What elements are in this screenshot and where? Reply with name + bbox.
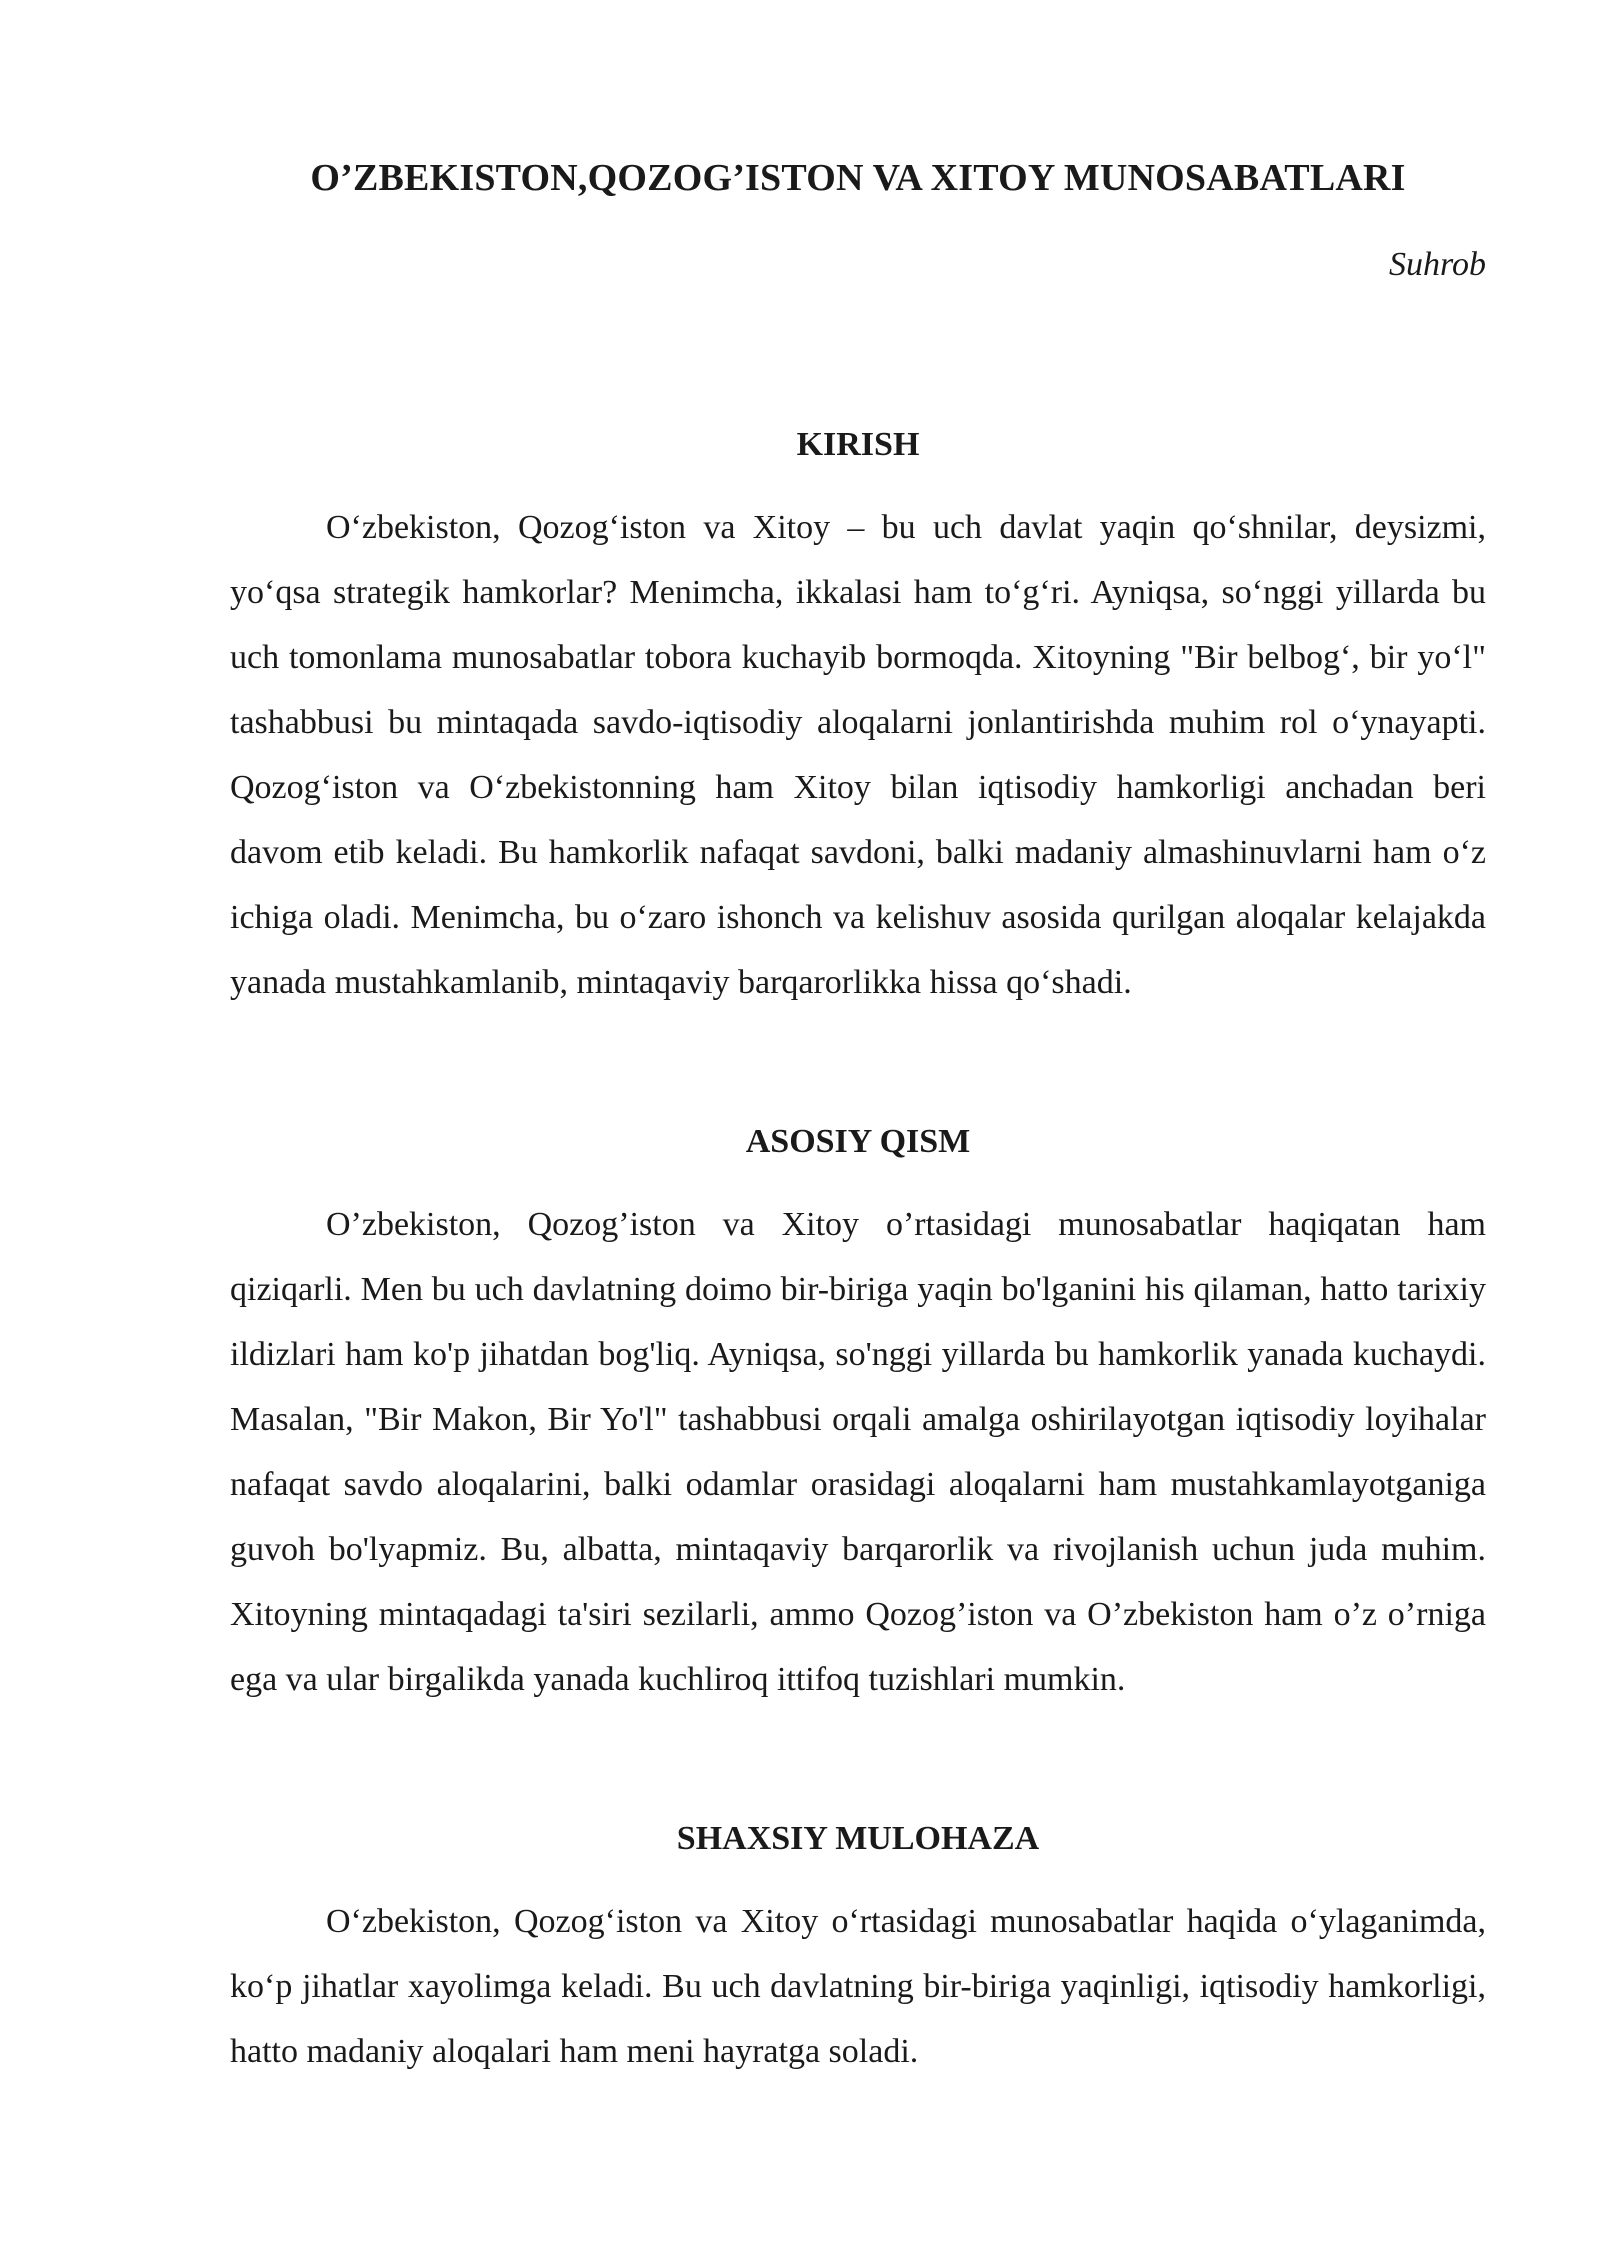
section-heading-kirish: KIRISH bbox=[796, 426, 920, 463]
author-name: Suhrob bbox=[1389, 246, 1486, 283]
paragraph-asosiy-qism: O’zbekiston, Qozog’iston va Xitoy o’rtasidagi munosabatlar haqiqatan ham qiziqarli. Men bu uch davlatning doimo bir-biriga yaqin bo'lganini his qilaman, hatto tarixiy ildizlari ham ko'p jihatdan bog'liq. Ayniqsa, so'nggi yillarda bu hamkorlik yanada kuchaydi. Masalan, "Bir Makon, Bir Yo'l" tashabbusi orqali amalga oshirilayotgan iqtisodiy loyihalar nafaqat savdo aloqalarini, balki odamlar orasidagi aloqalarni ham mustahkamlayotganiga guvoh bo'lyapmiz. Bu, albatta, mintaqaviy barqarorlik va rivojlanish uchun juda muhim. Xitoyning mintaqadagi ta'siri sezilarli, ammo Qozog’iston va O’zbekiston ham o’z o’rniga ega va ular birgalikda yanada kuchliroq ittifoq tuzishlari mumkin. bbox=[230, 1206, 1486, 1698]
section-heading-shaxsiy-mulohaza: SHAXSIY MULOHAZA bbox=[676, 1820, 1040, 1857]
section-heading-asosiy-qism: ASOSIY QISM bbox=[745, 1123, 971, 1160]
document-title: O’ZBEKISTON,QOZOG’ISTON VA XITOY MUNOSABATLARI bbox=[310, 157, 1406, 199]
paragraph-kirish: O‘zbekiston, Qozog‘iston va Xitoy – bu uch davlat yaqin qo‘shnilar, deysizmi, yo‘qsa strategik hamkorlar? Menimcha, ikkalasi ham to‘g‘ri. Ayniqsa, so‘nggi yillarda bu uch tomonlama munosabatlar tobora kuchayib bormoqda. Xitoyning "Bir belbog‘, bir yo‘l" tashabbusi bu mintaqada savdo-iqtisodiy aloqalarni jonlantirishda muhim rol o‘ynayapti. Qozog‘iston va O‘zbekistonning ham Xitoy bilan iqtisodiy hamkorligi anchadan beri davom etib keladi. Bu hamkorlik nafaqat savdoni, balki madaniy almashinuvlarni ham o‘z ichiga oladi. Menimcha, bu o‘zaro ishonch va kelishuv asosida qurilgan aloqalar kelajakda yanada mustahkamlanib, mintaqaviy barqarorlikka hissa qo‘shadi. bbox=[230, 509, 1486, 1001]
paragraph-shaxsiy-mulohaza: O‘zbekiston, Qozog‘iston va Xitoy o‘rtasidagi munosabatlar haqida o‘ylaganimda, ko‘p jihatlar xayolimga keladi. Bu uch davlatning bir-biriga yaqinligi, iqtisodiy hamkorligi, hatto madaniy aloqalari ham meni hayratga soladi. bbox=[230, 1903, 1486, 2070]
